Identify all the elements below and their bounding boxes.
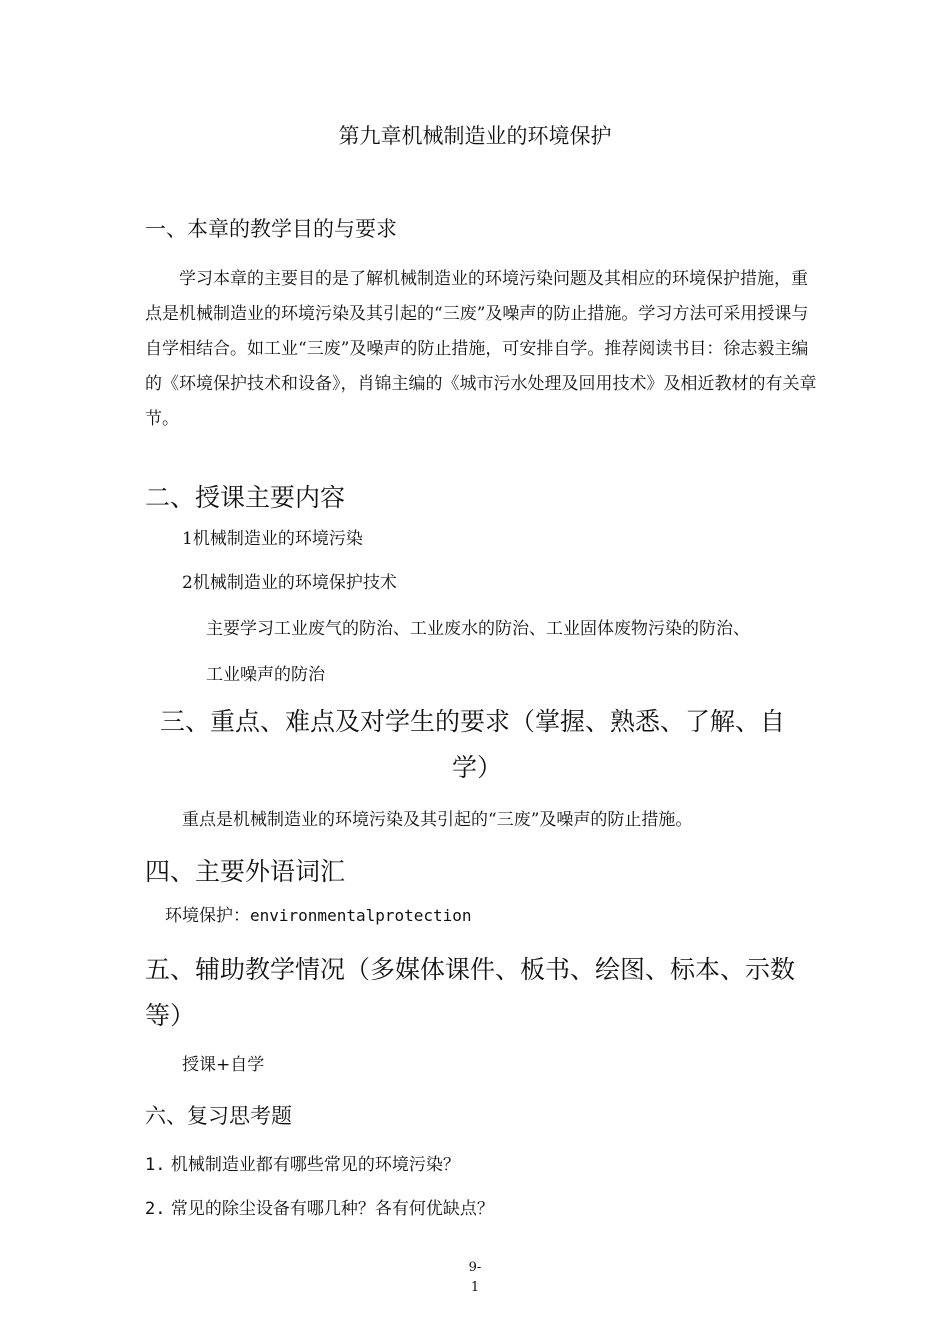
- section2-item-2: 2机械制造业的环境保护技术: [182, 573, 397, 593]
- section2-sub-line-2: 工业噪声的防治: [206, 665, 325, 685]
- question-2: [145, 1192, 494, 1227]
- page-number: [0, 1258, 950, 1298]
- page-title: 第九章机械制造业的环境保护: [338, 124, 612, 148]
- question-1-text: 机械制造业都有哪些常见的环境污染？: [170, 1155, 460, 1175]
- section3-body: 重点是机械制造业的环境污染及其引起的“三废”及噪声的防止措施。: [182, 810, 693, 830]
- section4-term: [165, 898, 472, 934]
- section4-heading: 四、主要外语词汇: [145, 857, 346, 886]
- section1-paragraph: [145, 262, 817, 437]
- section5-body: 授课+自学: [182, 1055, 265, 1075]
- section1-heading: 一、本章的教学目的与要求: [145, 217, 397, 241]
- term-label: 环境保护：: [165, 906, 250, 926]
- question-1-number: 1.: [145, 1155, 166, 1175]
- section2-sub-line-1: 主要学习工业废气的防治、工业废水的防治、工业固体废物污染的防治、: [206, 619, 750, 639]
- section1-paragraph-text: 学习本章的主要目的是了解机械制造业的环境污染问题及其相应的环境保护措施，重点是机械制造业的环境污染及其引起的“三废”及噪声的防止措施。学习方法可采用授课与自学相结合。如工业“三废”及噪声的防止措施，可安排自学。推荐阅读书目：徐志毅主编的《环境保护技术和设备》，肖锦主编的《城市污水处理及回用技术》及相近教材的有关章节。: [145, 269, 817, 429]
- section3-heading-line-1: 三、重点、难点及对学生的要求（掌握、熟悉、了解、自: [160, 707, 786, 736]
- section5-heading-line-1: 五、辅助教学情况（多媒体课件、板书、绘图、标本、示数: [145, 955, 796, 984]
- term-value: environmentalprotection: [250, 906, 472, 925]
- question-2-text: 常见的除尘设备有哪几种？各有何优缺点？: [170, 1199, 494, 1219]
- question-1: [145, 1148, 460, 1183]
- page-number-line-2: 1: [470, 1280, 480, 1295]
- section6-heading: 六、复习思考题: [145, 1104, 292, 1128]
- page-number-line-1: 9-: [468, 1260, 482, 1275]
- section2-heading: 二、授课主要内容: [145, 483, 346, 512]
- question-2-number: 2.: [145, 1199, 166, 1219]
- section5-heading-line-2: 等）: [145, 1001, 196, 1030]
- section2-item-1: 1机械制造业的环境污染: [182, 529, 363, 549]
- section3-heading-line-2: 学）: [452, 753, 503, 782]
